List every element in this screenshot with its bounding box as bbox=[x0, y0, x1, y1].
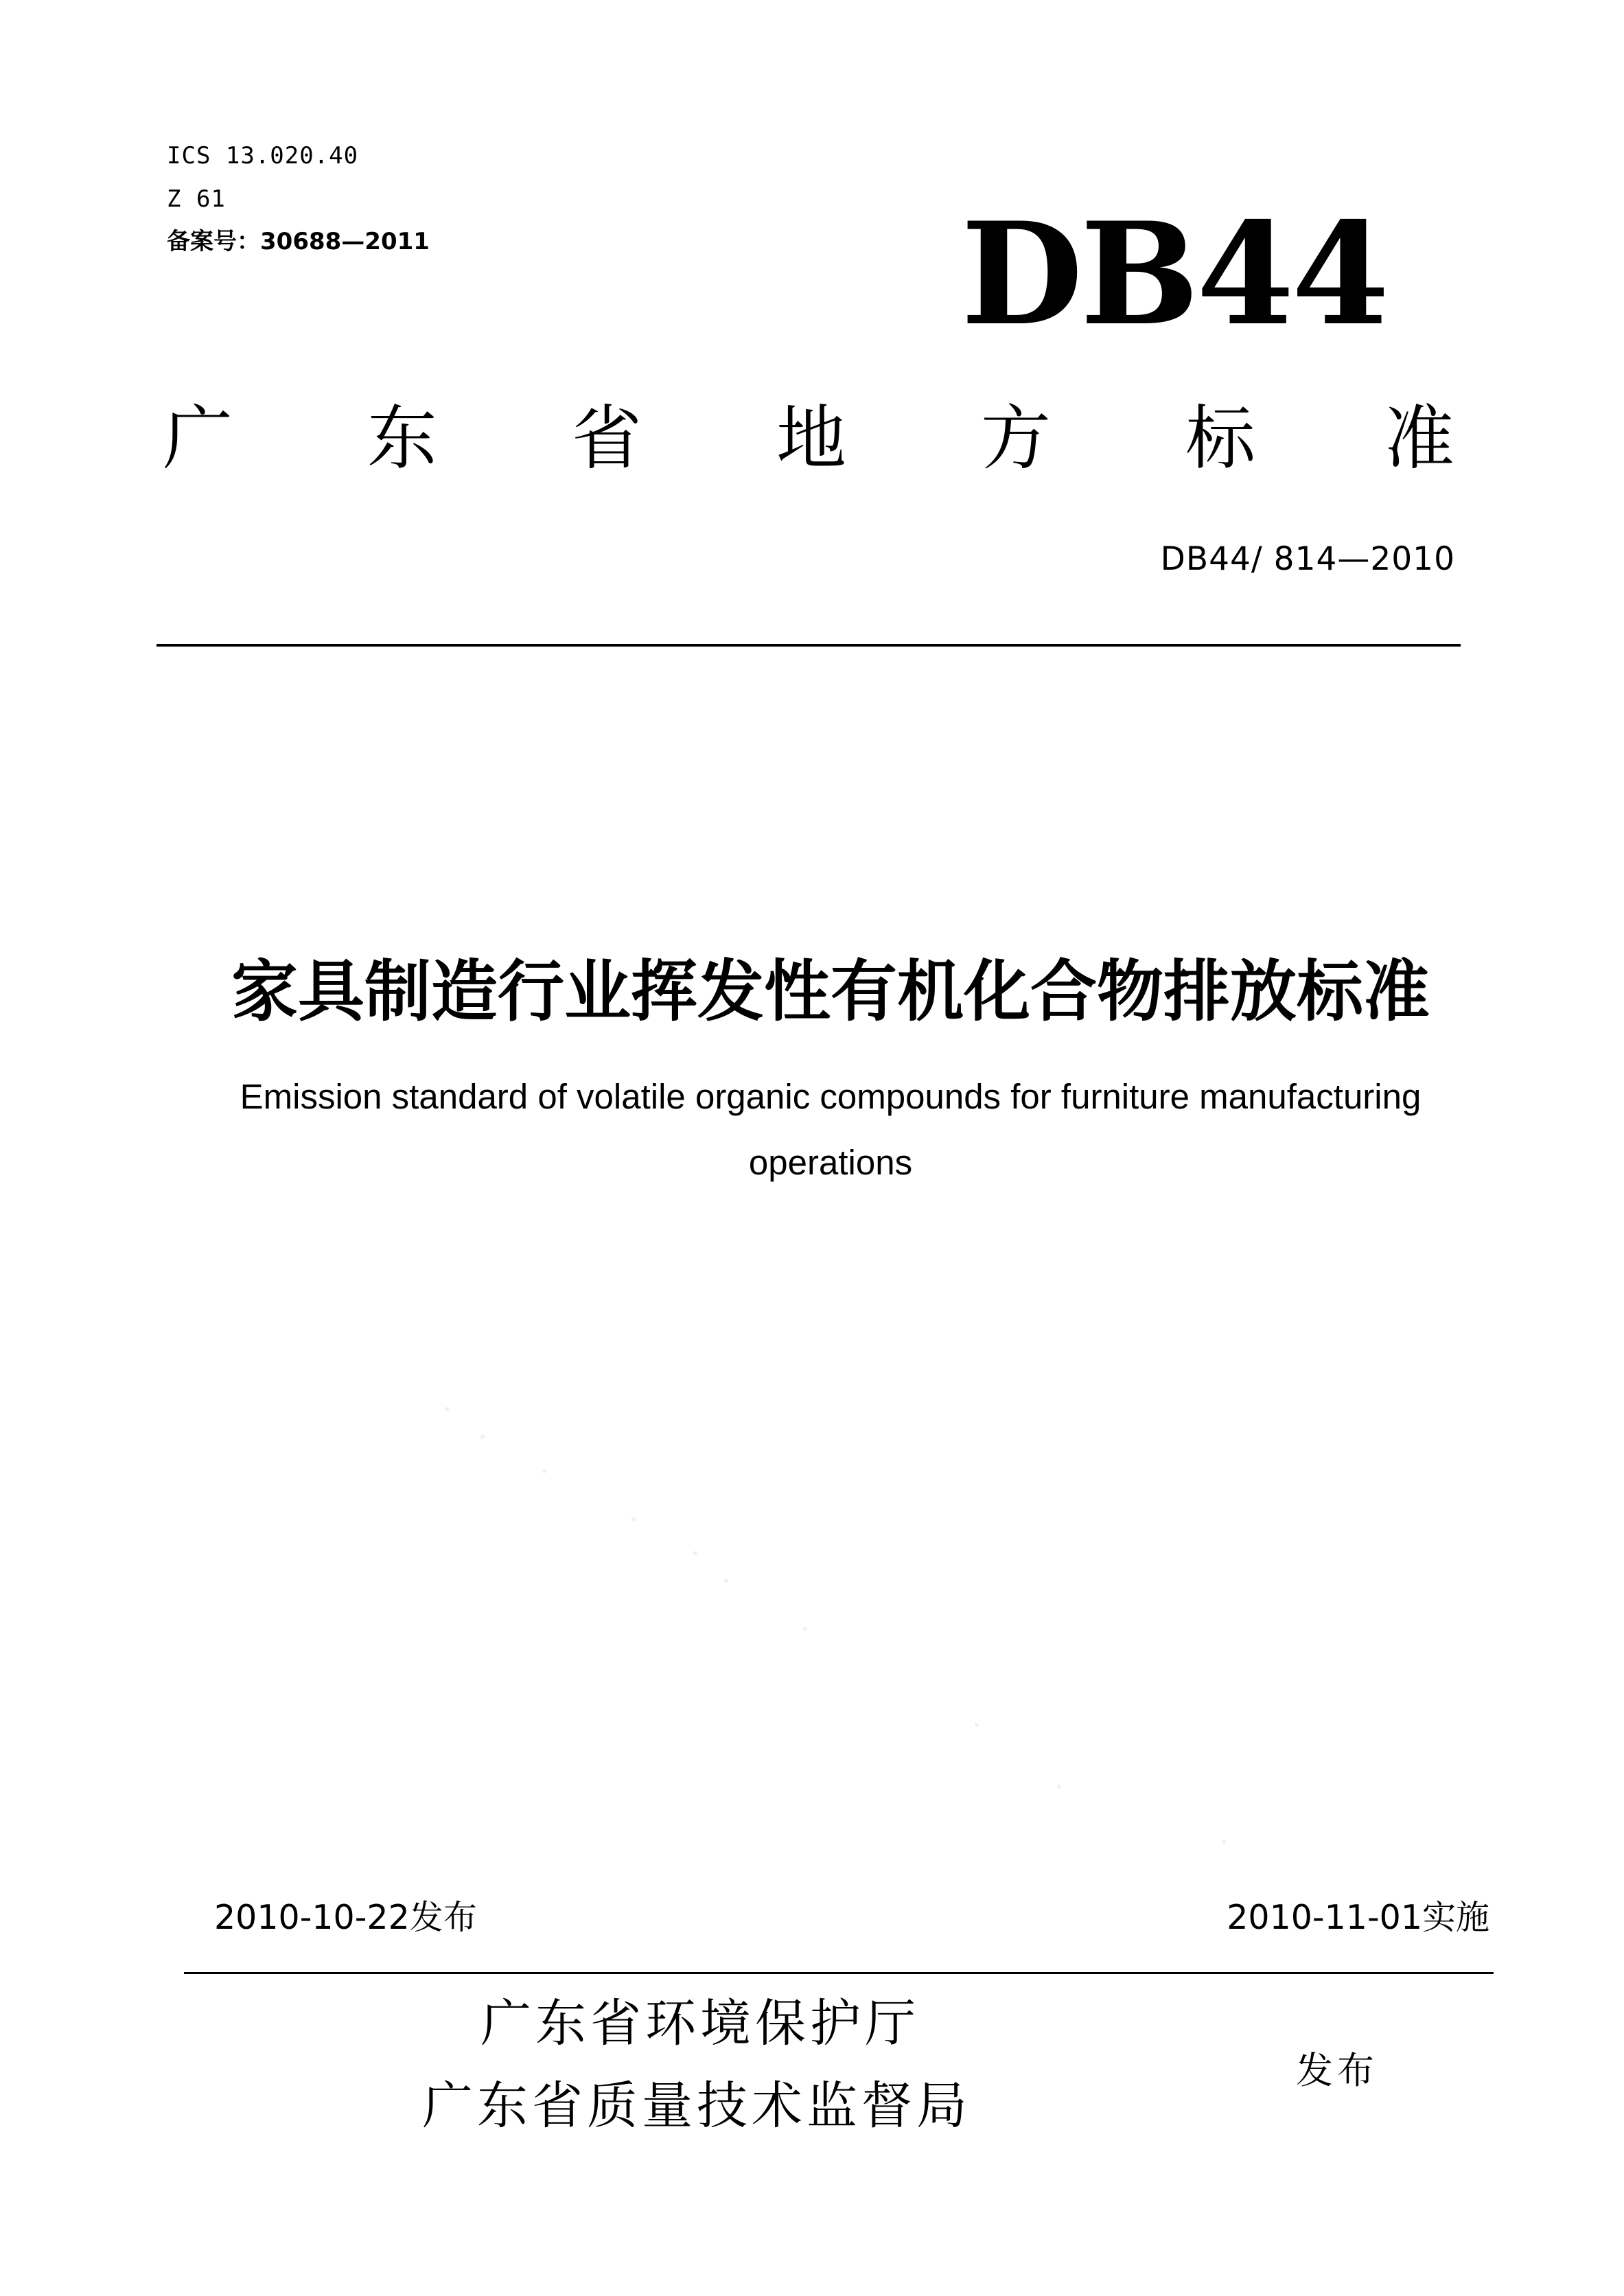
issue-date: 2010-10-22发布 bbox=[214, 1898, 477, 1937]
standard-type-char: 方 bbox=[981, 398, 1051, 480]
standard-type-char: 东 bbox=[367, 398, 437, 480]
issued-label: 发布 bbox=[1296, 2049, 1378, 2092]
registration-number: 备案号：30688—2011 bbox=[167, 228, 430, 255]
standard-type-char: 地 bbox=[776, 398, 846, 480]
document-title-en: Emission standard of volatile organic compounds for furniture manufacturing operations bbox=[240, 1077, 1422, 1182]
footer-divider bbox=[184, 1972, 1494, 1974]
standard-logo: DB44 bbox=[961, 192, 1387, 357]
standard-number: DB44/ 814—2010 bbox=[1160, 540, 1455, 578]
ics-code: ICS 13.020.40 bbox=[167, 142, 359, 170]
issuer-environment-department: 广东省环境保护厅 bbox=[480, 1994, 920, 2053]
standard-type-char: 广 bbox=[163, 398, 233, 480]
issuer-quality-bureau: 广东省质量技术监督局 bbox=[422, 2076, 971, 2135]
document-title-cn: 家具制造行业挥发性有机化合物排放标准 bbox=[231, 953, 1430, 1030]
standard-type-char: 省 bbox=[572, 398, 642, 480]
classification-code: Z 61 bbox=[167, 185, 226, 213]
implementation-date: 2010-11-01实施 bbox=[1227, 1898, 1489, 1937]
standard-type-char: 标 bbox=[1185, 398, 1255, 480]
standard-type-char: 准 bbox=[1384, 398, 1454, 480]
